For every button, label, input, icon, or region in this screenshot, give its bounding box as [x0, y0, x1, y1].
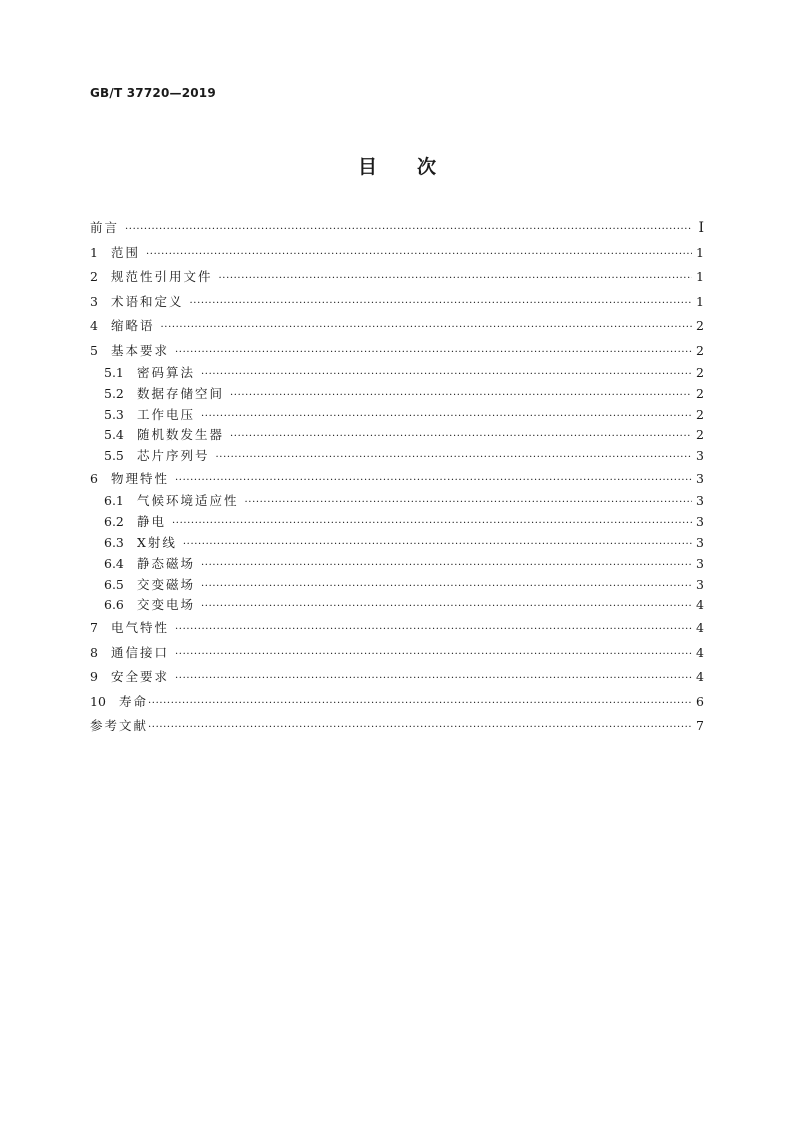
- toc-section-number: 5.4: [104, 427, 124, 443]
- toc-section-number: 6.6: [104, 597, 124, 613]
- toc-entry-label: 密码算法: [137, 365, 196, 380]
- toc-entry-label: 静态磁场: [137, 555, 196, 571]
- dot-leader: [230, 427, 692, 448]
- toc-entry-references[interactable]: [90, 714, 704, 739]
- toc-entry-label: 数据存储空间: [137, 385, 225, 401]
- toc-section-number: 5: [90, 342, 98, 358]
- dot-leader: [245, 493, 692, 514]
- toc-entry-label: 规范性引用文件: [111, 269, 213, 284]
- dot-leader: [183, 535, 692, 556]
- toc-page-number: I: [698, 220, 704, 236]
- toc-entry-label: 气候环境适应性: [137, 493, 239, 509]
- toc-page-number: 7: [696, 718, 704, 734]
- toc-page-number: 3: [696, 576, 704, 592]
- toc-entry-label: 物理特性: [111, 470, 170, 486]
- toc-section-number: 5.5: [104, 448, 124, 464]
- toc-entry-label: 交变磁场: [137, 576, 196, 592]
- dot-leader: [148, 692, 692, 717]
- toc-section-number: 3: [90, 293, 98, 309]
- toc-entry-9[interactable]: [90, 665, 704, 690]
- dot-leader: [201, 577, 692, 598]
- toc-section-number: 6.4: [104, 555, 124, 571]
- toc-entry-10[interactable]: [90, 690, 704, 715]
- dot-leader: [148, 716, 692, 741]
- toc-section-number: 4: [90, 318, 98, 333]
- toc-page-number: 1: [696, 244, 704, 260]
- toc-page-number: 4: [696, 597, 704, 613]
- toc-entry-2[interactable]: [90, 265, 704, 290]
- dot-leader: [201, 556, 692, 577]
- toc-section-number: 10: [90, 693, 106, 709]
- toc-section-number: 1: [90, 244, 98, 260]
- toc-section-number: 6.1: [104, 493, 124, 509]
- toc-page-number: 4: [696, 644, 704, 660]
- toc-section-number: 5.1: [104, 365, 124, 380]
- toc-section-number: 6.2: [104, 514, 124, 530]
- toc-entry-label: X射线: [137, 535, 177, 551]
- toc-entry-foreword[interactable]: [90, 216, 704, 241]
- toc-entry-4[interactable]: [90, 314, 704, 339]
- toc-entry-8[interactable]: [90, 641, 704, 666]
- dot-leader: [201, 597, 692, 618]
- dot-leader: [175, 643, 692, 668]
- toc-section-number: 6.3: [104, 535, 124, 551]
- dot-leader: [216, 448, 692, 469]
- toc-entry-label: 交变电场: [137, 597, 196, 613]
- toc-entry-label: 基本要求: [111, 342, 170, 358]
- toc-section-number: 5.2: [104, 385, 124, 401]
- toc-page-number: 4: [696, 669, 704, 685]
- dot-leader: [175, 341, 692, 366]
- toc-section-number: 5.3: [104, 406, 124, 422]
- toc-entry-6-6[interactable]: [90, 595, 704, 616]
- toc-entry-5-5[interactable]: [90, 446, 704, 467]
- table-of-contents: [90, 216, 704, 739]
- toc-section-number: 2: [90, 269, 98, 284]
- toc-section-number: 8: [90, 644, 98, 660]
- dot-leader: [230, 386, 692, 407]
- dot-leader: [175, 667, 692, 692]
- dot-leader: [125, 218, 692, 243]
- toc-entry-label: 参考文献: [90, 718, 149, 734]
- toc-entry-1[interactable]: [90, 241, 704, 266]
- toc-entry-label: 安全要求: [111, 669, 170, 685]
- toc-page-number: 3: [696, 555, 704, 571]
- toc-section-number: 6.5: [104, 576, 124, 592]
- toc-page-number: 4: [696, 620, 704, 636]
- toc-entry-5-3[interactable]: [90, 405, 704, 426]
- dot-leader: [201, 365, 692, 386]
- toc-entry-label: 电气特性: [111, 620, 170, 636]
- toc-page-number: 1: [696, 269, 704, 284]
- document-code: GB/T 37720—2019: [90, 86, 216, 100]
- toc-page-number: 2: [696, 318, 704, 333]
- dot-leader: [172, 514, 692, 535]
- toc-entry-6[interactable]: [90, 467, 704, 492]
- toc-section-number: 6: [90, 470, 98, 486]
- toc-entry-5-2[interactable]: [90, 384, 704, 405]
- toc-page-number: 6: [696, 693, 704, 709]
- toc-entry-label: 前言: [90, 220, 120, 235]
- dot-leader: [146, 243, 692, 268]
- toc-entry-label: 缩略语: [111, 318, 155, 333]
- toc-page-number: 3: [696, 535, 704, 551]
- dot-leader: [175, 469, 692, 494]
- toc-entry-6-2[interactable]: [90, 512, 704, 533]
- toc-entry-label: 范围: [111, 244, 141, 260]
- toc-entry-label: 芯片序列号: [137, 448, 210, 464]
- dot-leader: [190, 292, 692, 317]
- toc-entry-label: 工作电压: [137, 406, 196, 422]
- toc-page-number: 3: [696, 448, 704, 464]
- toc-entry-6-3[interactable]: [90, 533, 704, 554]
- page-title: 目次: [357, 156, 476, 178]
- toc-entry-label: 静电: [137, 514, 167, 530]
- toc-page-number: 2: [696, 406, 704, 422]
- toc-entry-6-1[interactable]: [90, 491, 704, 512]
- toc-entry-label: 寿命: [119, 693, 149, 709]
- toc-page-number: 2: [696, 427, 704, 443]
- toc-section-number: 7: [90, 620, 98, 636]
- toc-entry-6-5[interactable]: [90, 575, 704, 596]
- toc-entry-5-4[interactable]: [90, 425, 704, 446]
- toc-page-number: 2: [696, 365, 704, 380]
- toc-entry-5[interactable]: [90, 339, 704, 364]
- dot-leader: [219, 267, 692, 292]
- toc-page-number: 3: [696, 514, 704, 530]
- toc-page-number: 2: [696, 385, 704, 401]
- dot-leader: [175, 618, 692, 643]
- toc-entry-3[interactable]: [90, 290, 704, 315]
- toc-entry-label: 通信接口: [111, 644, 170, 660]
- toc-page-number: 1: [696, 293, 704, 309]
- toc-page-number: 3: [696, 470, 704, 486]
- toc-section-number: 9: [90, 669, 98, 685]
- toc-entry-5-1[interactable]: [90, 363, 704, 384]
- toc-entry-7[interactable]: [90, 616, 704, 641]
- toc-entry-6-4[interactable]: [90, 554, 704, 575]
- toc-entry-label: 随机数发生器: [137, 427, 225, 443]
- dot-leader: [201, 407, 692, 428]
- toc-page-number: 3: [696, 493, 704, 509]
- toc-page-number: 2: [696, 342, 704, 358]
- toc-entry-label: 术语和定义: [111, 293, 184, 309]
- dot-leader: [161, 316, 692, 341]
